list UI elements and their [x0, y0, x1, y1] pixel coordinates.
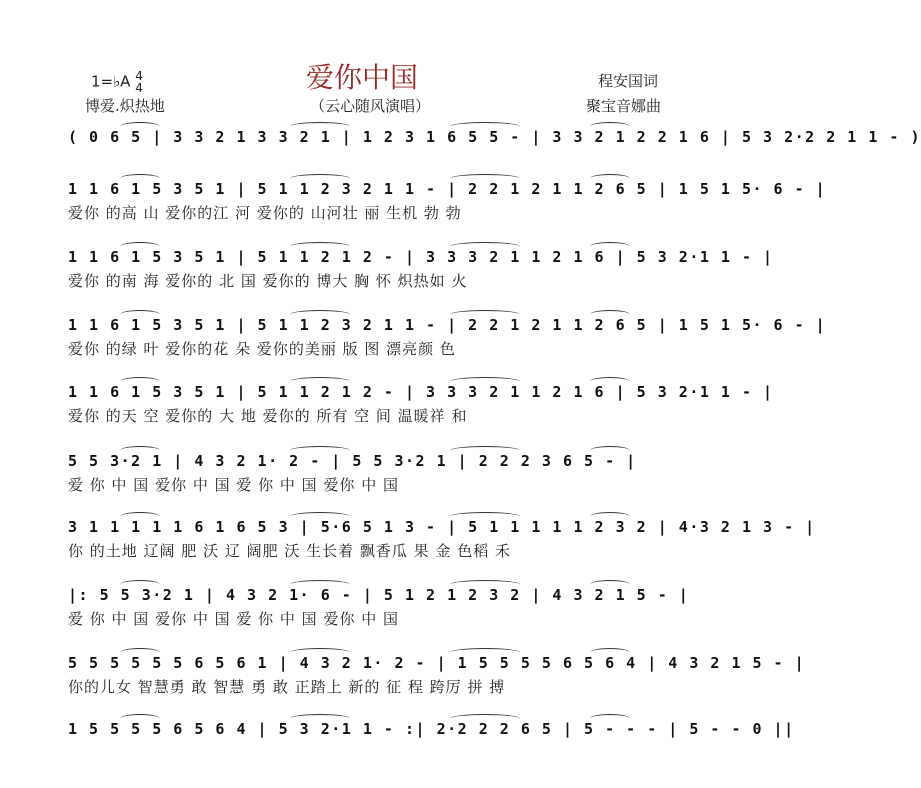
slur-mark: [290, 648, 350, 657]
slur-mark: [450, 648, 520, 657]
slur-mark: [120, 714, 160, 723]
lyrics-row: 你 的土地 辽阔 肥 沃 辽 阔肥 沃 生长着 飘香瓜 果 金 色稻 禾: [68, 542, 511, 560]
notation-row: 5 5 5 5 5 5 6 5 6 1 | 4 3 2 1· 2 - | 1 5 5 5 5 6 5 6 4 | 4 3 2 1 5 - |: [68, 654, 806, 672]
slur-mark: [290, 122, 350, 131]
slur-mark: [450, 377, 520, 386]
slur-mark: [450, 580, 520, 589]
notation-row: 1 1 6 1 5 3 5 1 | 5 1 1 2 1 2 - | 3 3 3 2 1 1 2 1 6 | 5 3 2·1 1 - |: [68, 248, 774, 266]
lyrics-row: 爱 你 中 国 爱你 中 国 爱 你 中 国 爱你 中 国: [68, 476, 399, 494]
slur-mark: [120, 242, 160, 251]
slur-mark: [120, 377, 160, 386]
notation-row: ( 0 6 5 | 3 3 2 1 3 3 2 1 | 1 2 3 1 6 5 5 - | 3 3 2 1 2 2 1 6 | 5 3 2·2 2 1 1 - ): [68, 128, 921, 146]
singer-credit: （云心随风演唱）: [310, 97, 431, 115]
slur-mark: [120, 446, 160, 455]
slur-mark: [120, 580, 160, 589]
slur-mark: [450, 512, 520, 521]
slur-mark: [450, 310, 520, 319]
slur-mark: [590, 174, 630, 183]
slur-mark: [450, 446, 520, 455]
lyrics-row: 你的儿女 智慧勇 敢 智慧 勇 敢 正踏上 新的 征 程 跨厉 拼 搏: [68, 678, 506, 696]
notation-row: 3 1 1 1 1 1 6 1 6 5 3 | 5·6 5 1 3 - | 5 1 1 1 1 1 2 3 2 | 4·3 2 1 3 - |: [68, 518, 816, 536]
slur-mark: [290, 174, 350, 183]
slur-mark: [120, 174, 160, 183]
lyrics-row: 爱 你 中 国 爱你 中 国 爱 你 中 国 爱你 中 国: [68, 610, 399, 628]
lyrics-row: 爱你 的高 山 爱你的江 河 爱你的 山河壮 丽 生机 勃 勃: [68, 204, 462, 222]
lyricist: 程安国词: [598, 72, 659, 90]
key-label: 1=♭A: [91, 72, 131, 91]
time-top: 4: [135, 69, 143, 83]
tempo-marking: 博爱.炽热地: [85, 97, 165, 115]
slur-mark: [450, 122, 520, 131]
slur-mark: [590, 310, 630, 319]
slur-mark: [590, 446, 630, 455]
slur-mark: [290, 242, 350, 251]
notation-row: 1 5 5 5 5 6 5 6 4 | 5 3 2·1 1 - :| 2·2 2 2 6 5 | 5 - - - | 5 - - 0 ||: [68, 720, 795, 738]
slur-mark: [290, 580, 350, 589]
slur-mark: [290, 446, 350, 455]
notation-row: 1 1 6 1 5 3 5 1 | 5 1 1 2 3 2 1 1 - | 2 2 1 2 1 1 2 6 5 | 1 5 1 5· 6 - |: [68, 316, 827, 334]
time-signature: [135, 70, 143, 94]
key-signature: [91, 70, 143, 94]
slur-mark: [290, 377, 350, 386]
slur-mark: [590, 580, 630, 589]
composer: 聚宝音娜曲: [586, 97, 662, 115]
slur-mark: [590, 377, 630, 386]
slur-mark: [450, 242, 520, 251]
notation-row: 1 1 6 1 5 3 5 1 | 5 1 1 2 1 2 - | 3 3 3 2 1 1 2 1 6 | 5 3 2·1 1 - |: [68, 383, 774, 401]
slur-mark: [450, 174, 520, 183]
slur-mark: [590, 648, 630, 657]
slur-mark: [590, 122, 630, 131]
notation-row: 5 5 3·2 1 | 4 3 2 1· 2 - | 5 5 3·2 1 | 2 2 2 3 6 5 - |: [68, 452, 637, 470]
slur-mark: [590, 714, 630, 723]
song-title: 爱你中国: [306, 61, 419, 94]
slur-mark: [120, 648, 160, 657]
slur-mark: [120, 512, 160, 521]
slur-mark: [290, 512, 350, 521]
lyrics-row: 爱你 的绿 叶 爱你的花 朵 爱你的美丽 版 图 漂亮颜 色: [68, 340, 456, 358]
slur-mark: [590, 242, 630, 251]
slur-mark: [590, 512, 630, 521]
time-bottom: 4: [135, 81, 143, 95]
slur-mark: [290, 714, 350, 723]
slur-mark: [120, 122, 160, 131]
slur-mark: [120, 310, 160, 319]
lyrics-row: 爱你 的南 海 爱你的 北 国 爱你的 博大 胸 怀 炽热如 火: [68, 272, 468, 290]
slur-mark: [290, 310, 350, 319]
lyrics-row: 爱你 的天 空 爱你的 大 地 爱你的 所有 空 间 温暖祥 和: [68, 407, 468, 425]
notation-row: 1 1 6 1 5 3 5 1 | 5 1 1 2 3 2 1 1 - | 2 2 1 2 1 1 2 6 5 | 1 5 1 5· 6 - |: [68, 180, 827, 198]
slur-mark: [450, 714, 520, 723]
notation-row: |: 5 5 3·2 1 | 4 3 2 1· 6 - | 5 1 2 1 2 3 2 | 4 3 2 1 5 - |: [68, 586, 690, 604]
